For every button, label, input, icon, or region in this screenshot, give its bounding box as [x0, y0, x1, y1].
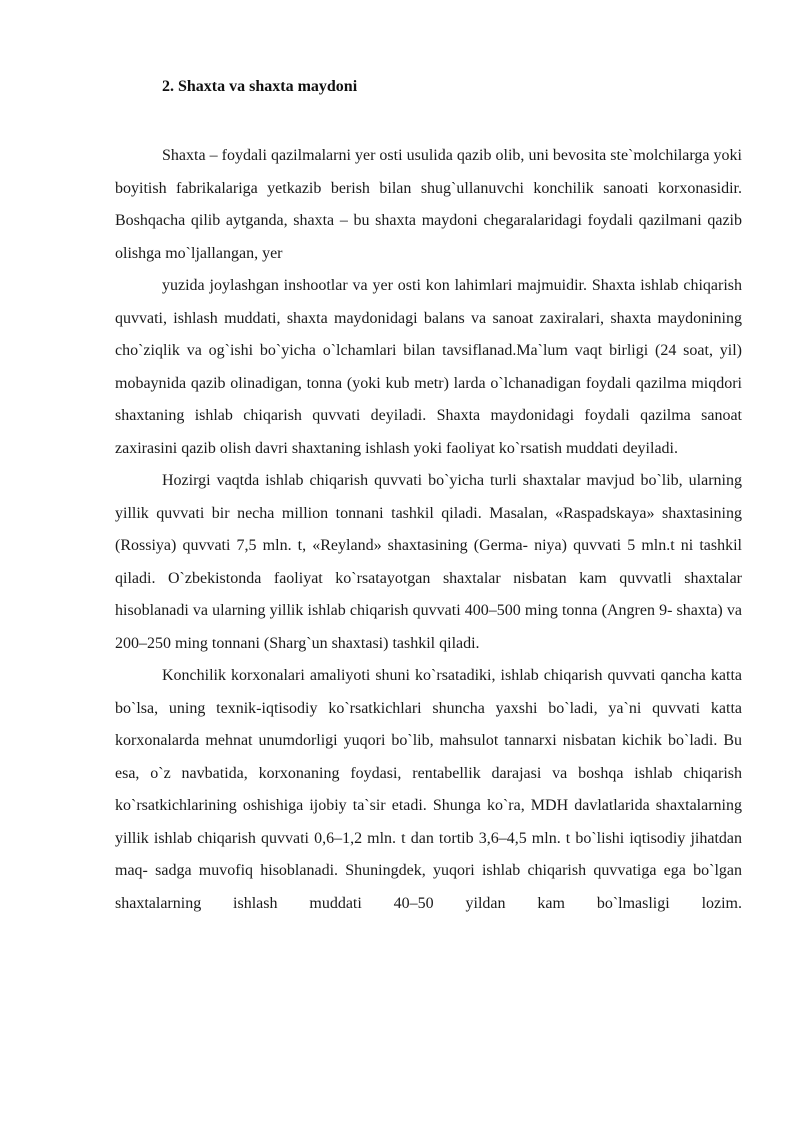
paragraph: Hozirgi vaqtda ishlab chiqarish quvvati bo`yicha turli shaxtalar mavjud bo`lib, ularning yillik quvvati bir necha million tonnani tashkil qiladi. Masalan, «Raspadskaya» shaxtasining (Rossiya) quvvati 7,5 mln. t, «Reyland» shaxtasining (Germa- niya) quvvati 5 mln.t ni tashkil qiladi. O`zbekistonda faoliyat ko`rsatayotgan shaxtalar nisbatan kam quvvatli shaxtalar hisoblanadi va ularning yillik ishlab chiqarish quvvati 400–500 ming tonna (Angren 9- shaxta) va 200–250 ming tonnani (Sharg`un shaxtasi) tashkil qiladi. — [115, 472, 742, 652]
section-heading: 2. Shaxta va shaxta maydoni — [162, 78, 358, 95]
body-text — [115, 140, 742, 920]
paragraph: Konchilik korxonalari amaliyoti shuni ko`rsatadiki, ishlab chiqarish quvvati qancha katta bo`lsa, uning texnik-iqtisodiy ko`rsatkichlari shuncha yaxshi bo`ladi, ya`ni quvvati katta korxonalarda mehnat unumdorligi yuqori bo`lib, mahsulot tannarxi nisbatan kichik bo`ladi. Bu esa, o`z navbatida, korxonaning foydasi, rentabellik darajasi va boshqa ishlab chiqarish ko`rsatkichlarining oshishiga ijobiy ta`sir etadi. Shunga ko`ra, MDH davlatlarida shaxtalarning yillik ishlab chiqarish quvvati 0,6–1,2 mln. t dan tortib 3,6–4,5 mln. t bo`lishi iqtisodiy jihatdan maq- sadga muvofiq hisoblanadi. Shuningdek, yuqori ishlab chiqarish quvvatiga ega bo`lgan shaxtalarning ishlash muddati 40–50 yildan kam bo`lmasligi lozim. — [115, 667, 742, 912]
paragraph: yuzida joylashgan inshootlar va yer osti kon lahimlari majmuidir. Shaxta ishlab chiqarish quvvati, ishlash muddati, shaxta maydonidagi balans va sanoat zaxiralari, shaxta maydonining cho`ziqlik va og`ishi bo`yicha o`lchamlari bilan tavsiflanad.Ma`lum vaqt birligi (24 soat, yil) mobaynida qazib olinadigan, tonna (yoki kub metr) larda o`lchanadigan foydali qazilma miqdori shaxtaning ishlab chiqarish quvvati deyiladi. Shaxta maydonidagi foydali qazilma sanoat zaxirasini qazib olish davri shaxtaning ishlash yoki faoliyat ko`rsatish muddati deyiladi. — [115, 277, 742, 457]
paragraph: Shaxta – foydali qazilmalarni yer osti usulida qazib olib, uni bevosita ste`molchilarga yoki boyitish fabrikalariga yetkazib berish bilan shug`ullanuvchi konchilik sanoati korxonasidir. Boshqacha qilib aytganda, shaxta – bu shaxta maydoni chegaralaridagi foydali qazilmani qazib olishga mo`ljallangan, yer — [115, 147, 742, 262]
